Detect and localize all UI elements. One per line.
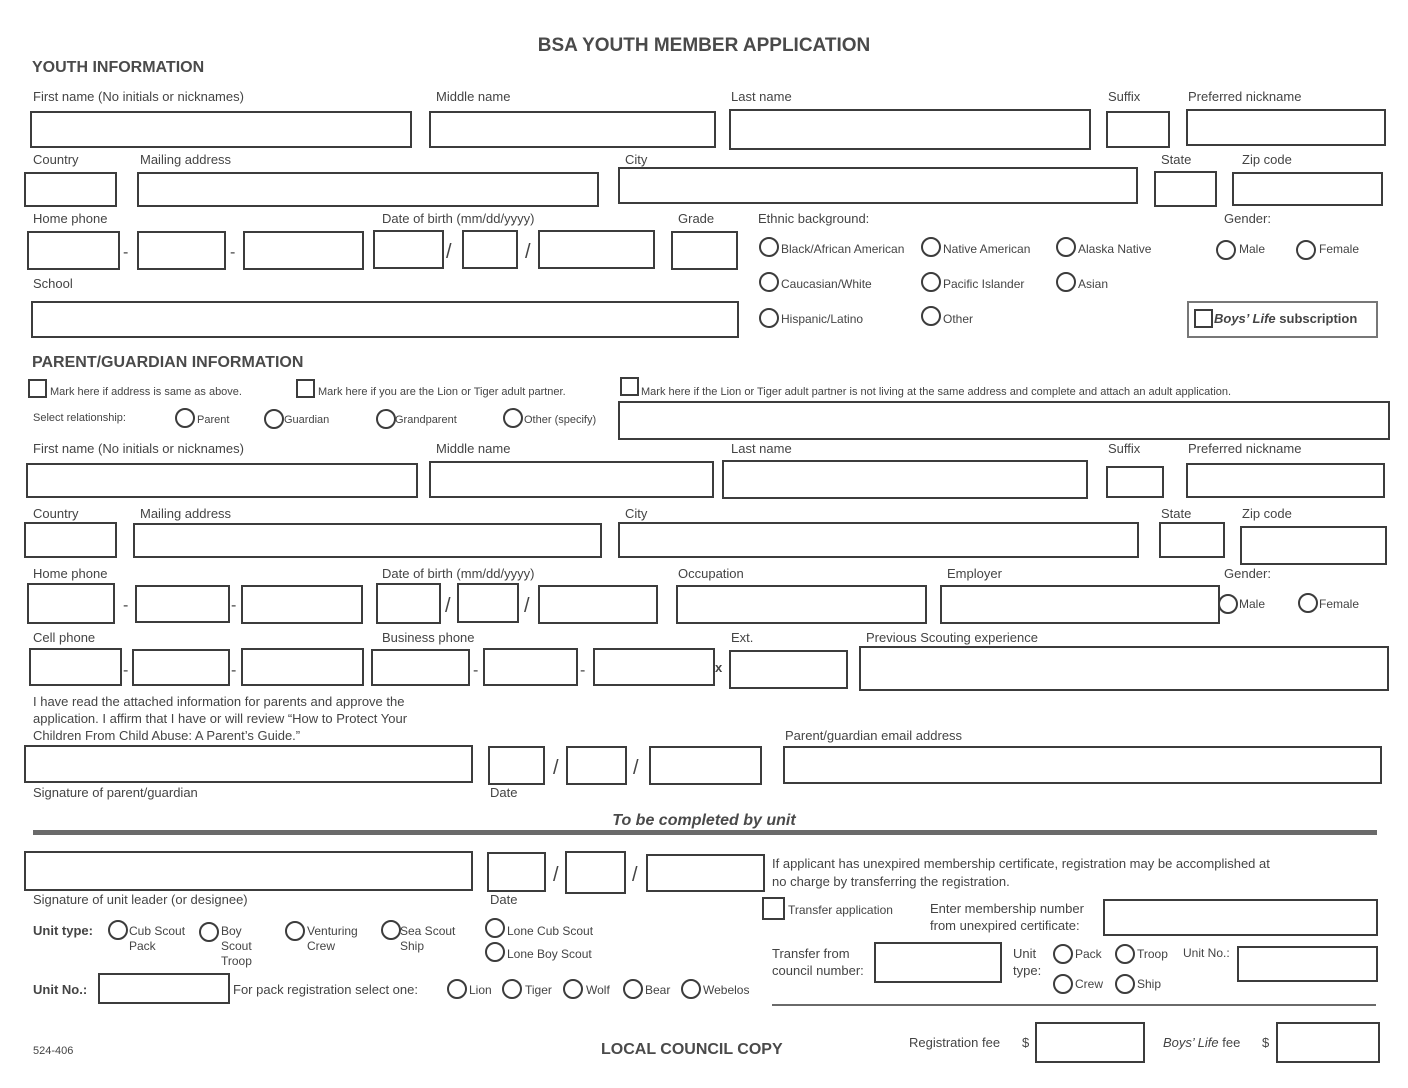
youth-dob-month-field[interactable] bbox=[373, 230, 444, 269]
ethnic-asian-label: Asian bbox=[1078, 277, 1109, 291]
youth-nickname-field[interactable] bbox=[1186, 109, 1386, 146]
same-address-checkbox[interactable] bbox=[28, 379, 47, 398]
parent-date-label: Date bbox=[490, 785, 518, 800]
youth-address-field[interactable] bbox=[137, 172, 599, 207]
parent-first-name-label: First name (No initials or nicknames) bbox=[33, 441, 244, 456]
small-type-troop-radio[interactable] bbox=[1115, 944, 1135, 964]
parent-first-name-field[interactable] bbox=[26, 463, 418, 498]
pack-select-label: For pack registration select one: bbox=[233, 982, 418, 997]
same-address-label: Mark here if address is same as above. bbox=[50, 386, 242, 398]
small-unit-type-label-1: Unit bbox=[1013, 946, 1037, 961]
unit-type-boy-label-3: Troop bbox=[221, 954, 252, 968]
ethnic-alaska-native-radio[interactable] bbox=[1056, 237, 1076, 257]
local-council-copy: LOCAL COUNCIL COPY bbox=[601, 1041, 783, 1058]
youth-gender-male-radio[interactable] bbox=[1216, 240, 1236, 260]
parent-gender-female-label: Female bbox=[1319, 597, 1360, 611]
parent-date-month-field[interactable] bbox=[488, 746, 545, 785]
ethnic-native-american-label: Native American bbox=[943, 242, 1031, 256]
small-type-troop-label: Troop bbox=[1137, 947, 1168, 961]
parent-gender-female-radio[interactable] bbox=[1298, 593, 1318, 613]
ethnic-other-radio[interactable] bbox=[921, 306, 941, 326]
parent-zip-label: Zip code bbox=[1242, 506, 1292, 521]
small-unit-type-label-2: type: bbox=[1013, 963, 1042, 978]
small-type-crew-radio[interactable] bbox=[1053, 974, 1073, 994]
small-type-pack-label: Pack bbox=[1075, 947, 1102, 961]
partner-not-living-label: Mark here if the Lion or Tiger adult partner is not living at the same address and complete and attach an adult application. bbox=[641, 386, 1232, 398]
youth-suffix-field[interactable] bbox=[1106, 111, 1170, 148]
youth-phone-prefix-field[interactable] bbox=[137, 231, 226, 270]
unit-type-sea-scout-ship-radio[interactable] bbox=[381, 920, 401, 940]
dash-separator: - bbox=[230, 244, 236, 261]
transfer-note-line1: If applicant has unexpired membership certificate, registration may be accomplished at bbox=[772, 856, 1270, 871]
relationship-parent-label: Parent bbox=[197, 414, 230, 426]
parent-last-name-label: Last name bbox=[731, 441, 792, 456]
parent-country-label: Country bbox=[33, 506, 79, 521]
unit-type-venturing-label-2: Crew bbox=[307, 939, 336, 953]
parent-middle-name-field[interactable] bbox=[429, 461, 714, 498]
boys-life-checkbox[interactable] bbox=[1194, 309, 1213, 328]
parent-state-label: State bbox=[1161, 506, 1192, 521]
parent-cell-area-field[interactable] bbox=[29, 648, 122, 686]
ethnic-alaska-native-label: Alaska Native bbox=[1078, 242, 1152, 256]
unit-type-cub-label-2: Pack bbox=[129, 939, 156, 953]
rank-wolf-radio[interactable] bbox=[563, 979, 583, 999]
ext-x-label: x bbox=[715, 660, 723, 675]
unit-no-field[interactable] bbox=[98, 973, 230, 1004]
youth-zip-label: Zip code bbox=[1242, 152, 1292, 167]
rank-tiger-label: Tiger bbox=[525, 983, 552, 997]
parent-zip-field[interactable] bbox=[1240, 526, 1387, 565]
ethnic-hispanic-label: Hispanic/Latino bbox=[781, 312, 864, 326]
youth-middle-name-label: Middle name bbox=[436, 89, 511, 104]
adult-partner-checkbox[interactable] bbox=[296, 379, 315, 398]
slash-separator: / bbox=[445, 595, 451, 617]
youth-school-label: School bbox=[33, 276, 73, 291]
parent-ext-label: Ext. bbox=[731, 630, 754, 645]
unit-date-year-field[interactable] bbox=[646, 854, 765, 892]
parent-city-field[interactable] bbox=[618, 522, 1139, 558]
boys-life-fee-field[interactable] bbox=[1276, 1022, 1380, 1063]
small-type-ship-label: Ship bbox=[1137, 977, 1162, 991]
youth-gender-female-radio[interactable] bbox=[1296, 240, 1316, 260]
slash-separator: / bbox=[524, 595, 530, 617]
unit-type-venturing-label-1: Venturing bbox=[307, 924, 358, 938]
parent-gender-male-radio[interactable] bbox=[1218, 594, 1238, 614]
relationship-grandparent-radio[interactable] bbox=[376, 409, 396, 429]
rank-bear-radio[interactable] bbox=[623, 979, 643, 999]
small-unit-no-label: Unit No.: bbox=[1183, 946, 1230, 960]
transfer-divider bbox=[772, 1004, 1376, 1006]
parent-email-field[interactable] bbox=[783, 746, 1382, 784]
parent-business-area-field[interactable] bbox=[371, 649, 470, 686]
unit-leader-signature-field[interactable] bbox=[24, 851, 473, 891]
transfer-application-checkbox[interactable] bbox=[762, 897, 785, 920]
unit-type-boy-scout-troop-radio[interactable] bbox=[199, 922, 219, 942]
parent-statement-line1: I have read the attached information for parents and approve the bbox=[33, 694, 405, 709]
membership-number-label-2: from unexpired certificate: bbox=[930, 918, 1080, 933]
youth-gender-female-label: Female bbox=[1319, 242, 1360, 256]
unit-type-lone-boy-radio[interactable] bbox=[485, 942, 505, 962]
unit-type-label: Unit type: bbox=[33, 923, 93, 938]
page-title: BSA YOUTH MEMBER APPLICATION bbox=[537, 35, 871, 56]
transfer-application-label: Transfer application bbox=[788, 903, 893, 917]
youth-gender-male-label: Male bbox=[1239, 242, 1266, 256]
ethnic-asian-radio[interactable] bbox=[1056, 272, 1076, 292]
parent-address-label: Mailing address bbox=[140, 506, 232, 521]
parent-dob-day-field[interactable] bbox=[457, 583, 519, 623]
youth-first-name-label: First name (No initials or nicknames) bbox=[33, 89, 244, 104]
dash-separator: - bbox=[473, 662, 479, 679]
youth-middle-name-field[interactable] bbox=[429, 111, 716, 148]
unit-type-lone-cub-label: Lone Cub Scout bbox=[507, 924, 594, 938]
slash-separator: / bbox=[553, 864, 559, 886]
youth-city-label: City bbox=[625, 152, 648, 167]
parent-state-field[interactable] bbox=[1159, 522, 1225, 558]
parent-phone-area-field[interactable] bbox=[27, 583, 115, 624]
relationship-grandparent-label: Grandparent bbox=[395, 414, 457, 426]
dash-separator: - bbox=[231, 597, 237, 614]
parent-cell-label: Cell phone bbox=[33, 630, 96, 645]
boys-life-subscription: subscription bbox=[1275, 311, 1358, 326]
unit-type-sea-label-1: Sea Scout bbox=[400, 924, 456, 938]
parent-country-field[interactable] bbox=[24, 522, 117, 558]
unit-date-month-field[interactable] bbox=[487, 852, 546, 892]
rank-lion-label: Lion bbox=[469, 983, 492, 997]
small-type-ship-radio[interactable] bbox=[1115, 974, 1135, 994]
youth-grade-field[interactable] bbox=[671, 231, 738, 270]
dash-separator: - bbox=[123, 244, 129, 261]
dash-separator: - bbox=[580, 662, 586, 679]
parent-employer-field[interactable] bbox=[940, 585, 1220, 624]
youth-suffix-label: Suffix bbox=[1108, 89, 1141, 104]
dash-separator: - bbox=[231, 662, 237, 679]
parent-phone-line-field[interactable] bbox=[241, 585, 363, 624]
parent-dob-year-field[interactable] bbox=[538, 585, 658, 624]
boys-life-fee-label bbox=[1163, 1036, 1240, 1049]
parent-ext-field[interactable] bbox=[729, 650, 848, 689]
ethnic-pacific-islander-radio[interactable] bbox=[921, 272, 941, 292]
small-type-pack-radio[interactable] bbox=[1053, 944, 1073, 964]
youth-grade-label: Grade bbox=[678, 211, 715, 226]
youth-address-label: Mailing address bbox=[140, 152, 232, 167]
parent-suffix-label: Suffix bbox=[1108, 441, 1141, 456]
relationship-guardian-label: Guardian bbox=[284, 414, 330, 426]
council-number-label-1: Transfer from bbox=[772, 946, 850, 961]
parent-business-line-field[interactable] bbox=[593, 648, 715, 686]
parent-cell-prefix-field[interactable] bbox=[132, 649, 230, 686]
parent-phone-prefix-field[interactable] bbox=[135, 585, 230, 623]
boys-life-fee-title: Boys’ Life bbox=[1163, 1035, 1219, 1050]
unit-section-heading: To be completed by unit bbox=[612, 812, 796, 829]
youth-phone-area-field[interactable] bbox=[27, 231, 120, 270]
relationship-guardian-radio[interactable] bbox=[264, 409, 284, 429]
ethnic-black-label: Black/African American bbox=[781, 242, 905, 256]
relationship-other-radio[interactable] bbox=[503, 408, 523, 428]
parent-address-field[interactable] bbox=[133, 523, 602, 558]
parent-employer-label: Employer bbox=[947, 566, 1002, 581]
membership-number-field[interactable] bbox=[1103, 899, 1378, 936]
rank-wolf-label: Wolf bbox=[586, 983, 610, 997]
ethnic-caucasian-label: Caucasian/White bbox=[781, 277, 872, 291]
parent-middle-name-label: Middle name bbox=[436, 441, 511, 456]
unit-date-day-field[interactable] bbox=[565, 851, 626, 894]
unit-no-label: Unit No.: bbox=[33, 982, 88, 997]
youth-state-label: State bbox=[1161, 152, 1192, 167]
ethnic-native-american-radio[interactable] bbox=[921, 237, 941, 257]
unit-section-divider bbox=[33, 830, 1377, 835]
youth-country-label: Country bbox=[33, 152, 79, 167]
parent-section-heading: PARENT/GUARDIAN INFORMATION bbox=[32, 354, 304, 371]
rank-lion-radio[interactable] bbox=[447, 979, 467, 999]
youth-dob-year-field[interactable] bbox=[538, 230, 655, 269]
unit-type-lone-boy-label: Lone Boy Scout bbox=[507, 947, 592, 961]
parent-date-day-field[interactable] bbox=[566, 746, 627, 785]
parent-nickname-field[interactable] bbox=[1186, 463, 1385, 498]
parent-business-label: Business phone bbox=[382, 630, 475, 645]
youth-state-field[interactable] bbox=[1154, 171, 1217, 207]
transfer-note-line2: no charge by transferring the registration. bbox=[772, 874, 1010, 889]
parent-prev-scouting-field[interactable] bbox=[859, 646, 1389, 691]
parent-gender-label: Gender: bbox=[1224, 566, 1271, 581]
boys-life-title: Boys’ Life bbox=[1214, 311, 1276, 326]
youth-home-phone-label: Home phone bbox=[33, 211, 108, 226]
parent-occupation-field[interactable] bbox=[676, 585, 927, 624]
parent-suffix-field[interactable] bbox=[1106, 466, 1164, 498]
parent-last-name-field[interactable] bbox=[722, 460, 1088, 499]
slash-separator: / bbox=[633, 757, 639, 779]
slash-separator: / bbox=[525, 241, 531, 263]
parent-dob-label: Date of birth (mm/dd/yyyy) bbox=[382, 566, 535, 581]
parent-email-label: Parent/guardian email address bbox=[785, 728, 963, 743]
youth-last-name-label: Last name bbox=[731, 89, 792, 104]
slash-separator: / bbox=[446, 241, 452, 263]
council-number-field[interactable] bbox=[874, 942, 1002, 983]
relationship-parent-radio[interactable] bbox=[175, 408, 195, 428]
youth-last-name-field[interactable] bbox=[729, 109, 1091, 150]
rank-webelos-label: Webelos bbox=[703, 983, 750, 997]
youth-ethnic-label: Ethnic background: bbox=[758, 211, 870, 226]
registration-fee-label: Registration fee bbox=[909, 1035, 1001, 1050]
dash-separator: - bbox=[123, 597, 129, 614]
parent-statement-line2: application. I affirm that I have or will review “How to Protect Your bbox=[33, 711, 408, 726]
ethnic-hispanic-radio[interactable] bbox=[759, 308, 779, 328]
unit-type-boy-label-2: Scout bbox=[221, 939, 252, 953]
slash-separator: / bbox=[553, 757, 559, 779]
youth-section-heading: YOUTH INFORMATION bbox=[32, 59, 205, 76]
youth-gender-label: Gender: bbox=[1224, 211, 1271, 226]
youth-country-field[interactable] bbox=[24, 172, 117, 207]
boys-life-fee-word: fee bbox=[1218, 1035, 1241, 1050]
unit-leader-signature-label: Signature of unit leader (or designee) bbox=[33, 892, 248, 907]
ethnic-other-label: Other bbox=[943, 312, 974, 326]
council-number-label-2: council number: bbox=[772, 963, 864, 978]
relationship-other-label: Other (specify) bbox=[524, 414, 597, 426]
ethnic-pacific-islander-label: Pacific Islander bbox=[943, 277, 1025, 291]
parent-cell-line-field[interactable] bbox=[241, 648, 364, 686]
boys-life-fee-dollar: $ bbox=[1262, 1035, 1270, 1050]
boys-life-label bbox=[1214, 312, 1357, 325]
small-unit-no-field[interactable] bbox=[1237, 946, 1378, 982]
partner-not-living-checkbox[interactable] bbox=[620, 377, 639, 396]
ethnic-black-radio[interactable] bbox=[759, 237, 779, 257]
adult-partner-label: Mark here if you are the Lion or Tiger adult partner. bbox=[318, 386, 566, 398]
rank-tiger-radio[interactable] bbox=[502, 979, 522, 999]
unit-type-venturing-crew-radio[interactable] bbox=[285, 921, 305, 941]
ethnic-caucasian-radio[interactable] bbox=[759, 272, 779, 292]
unit-type-cub-scout-pack-radio[interactable] bbox=[108, 920, 128, 940]
unit-type-sea-label-2: Ship bbox=[400, 939, 425, 953]
unit-type-cub-label-1: Cub Scout bbox=[129, 924, 186, 938]
parent-signature-label: Signature of parent/guardian bbox=[33, 785, 198, 800]
parent-gender-male-label: Male bbox=[1239, 597, 1266, 611]
youth-zip-field[interactable] bbox=[1232, 172, 1383, 206]
select-relationship-label: Select relationship: bbox=[33, 412, 126, 424]
registration-fee-field[interactable] bbox=[1035, 1022, 1145, 1063]
rank-webelos-radio[interactable] bbox=[681, 979, 701, 999]
parent-dob-month-field[interactable] bbox=[376, 583, 441, 624]
parent-signature-field[interactable] bbox=[24, 745, 473, 783]
youth-school-field[interactable] bbox=[31, 301, 739, 338]
parent-occupation-label: Occupation bbox=[678, 566, 744, 581]
parent-prev-scouting-label: Previous Scouting experience bbox=[866, 630, 1038, 645]
youth-phone-line-field[interactable] bbox=[243, 231, 364, 270]
membership-number-label-1: Enter membership number bbox=[930, 901, 1084, 916]
dash-separator: - bbox=[123, 662, 129, 679]
parent-city-label: City bbox=[625, 506, 648, 521]
slash-separator: / bbox=[632, 864, 638, 886]
small-type-crew-label: Crew bbox=[1075, 977, 1104, 991]
unit-type-lone-cub-radio[interactable] bbox=[485, 918, 505, 938]
parent-business-prefix-field[interactable] bbox=[483, 648, 578, 686]
youth-nickname-label: Preferred nickname bbox=[1188, 89, 1302, 104]
youth-dob-day-field[interactable] bbox=[462, 230, 518, 269]
unit-type-boy-label-1: Boy bbox=[221, 924, 242, 938]
registration-fee-dollar: $ bbox=[1022, 1035, 1030, 1050]
parent-statement-line3: Children From Child Abuse: A Parent’s Guide.” bbox=[33, 728, 301, 743]
parent-date-year-field[interactable] bbox=[649, 746, 762, 785]
relationship-other-specify-field[interactable] bbox=[618, 401, 1390, 440]
youth-city-field[interactable] bbox=[618, 167, 1138, 204]
form-number: 524-406 bbox=[33, 1045, 74, 1057]
parent-nickname-label: Preferred nickname bbox=[1188, 441, 1302, 456]
youth-dob-label: Date of birth (mm/dd/yyyy) bbox=[382, 211, 535, 226]
parent-home-phone-label: Home phone bbox=[33, 566, 108, 581]
rank-bear-label: Bear bbox=[645, 983, 671, 997]
unit-date-label: Date bbox=[490, 892, 518, 907]
youth-first-name-field[interactable] bbox=[30, 111, 412, 148]
